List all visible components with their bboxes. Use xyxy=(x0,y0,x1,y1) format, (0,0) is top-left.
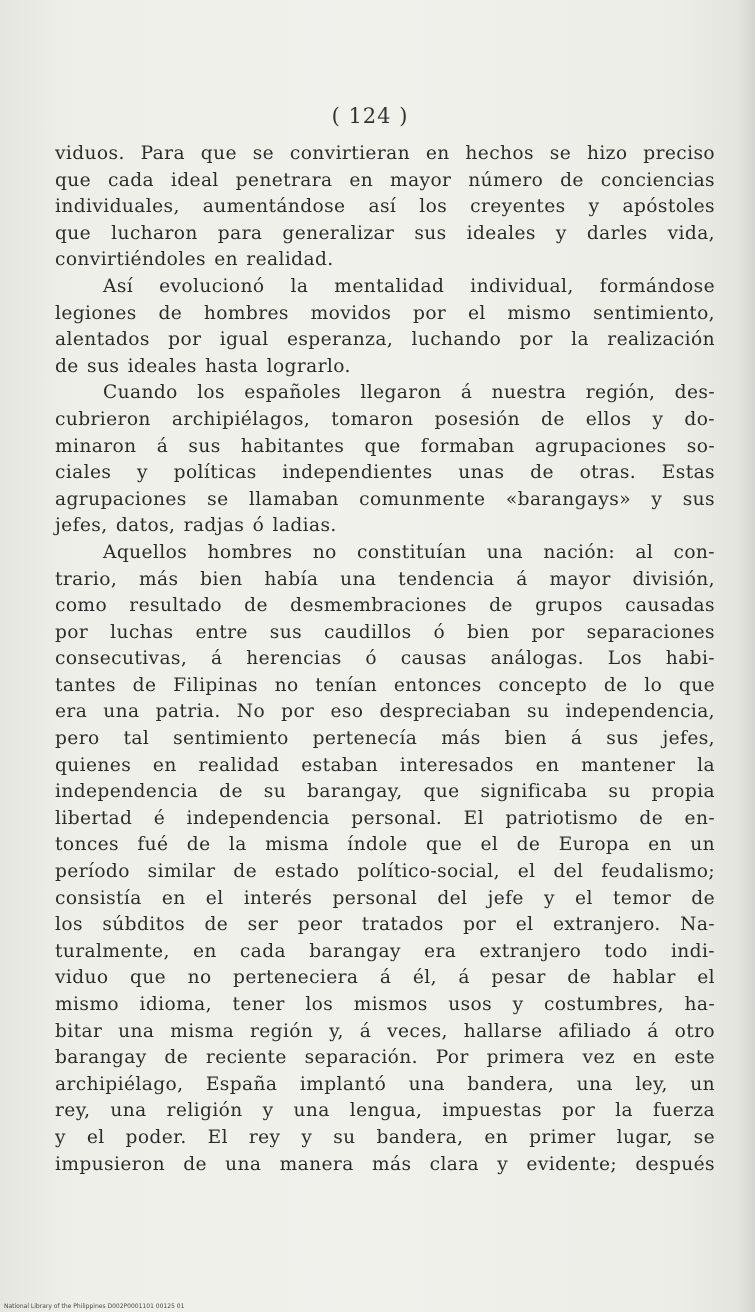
text-line: pero tal sentimiento pertenecía más bien á sus jefes, xyxy=(55,728,715,750)
text-line: tantes de Filipinas no tenían entonces concepto de lo que xyxy=(55,674,715,696)
text-line: tonces fué de la misma índole que el de Europa en un xyxy=(55,834,715,856)
text-line: quienes en realidad estaban interesados en mantener la xyxy=(55,754,715,776)
text-line: individuales, aumentándose así los creyentes y apóstoles xyxy=(55,196,715,218)
text-line: mismo idioma, tener los mismos usos y costumbres, ha- xyxy=(55,994,715,1015)
text-line: ciales y políticas independientes unas de otras. Estas xyxy=(55,462,715,484)
text-line: rey, una religión y una lengua, impuestas por la fuerza xyxy=(55,1100,715,1122)
page-number: ( 124 ) xyxy=(331,104,409,128)
text-line: los súbditos de ser peor tratados por el extranjero. Na- xyxy=(55,914,715,936)
text-line: y el poder. El rey y su bandera, en primer lugar, se xyxy=(55,1126,715,1148)
text-line: como resultado de desmembraciones de grupos causadas xyxy=(55,595,715,617)
text-line: viduos. Para que se convirtieran en hechos se hizo preciso xyxy=(55,143,715,164)
text-line: consecutivas, á herencias ó causas análogas. Los habi- xyxy=(55,648,715,670)
text-line: período similar de estado político-social, el del feudalismo; xyxy=(55,861,715,883)
text-line: barangay de reciente separación. Por primera vez en este xyxy=(55,1047,715,1069)
text-line: convirtiéndoles en realidad. xyxy=(55,249,334,271)
text-line: turalmente, en cada barangay era extranjero todo indi- xyxy=(55,940,715,962)
page-edge-shadow xyxy=(737,0,755,1312)
text-line: viduo que no perteneciera á él, á pesar de hablar el xyxy=(55,967,715,989)
text-line: impusieron de una manera más clara y evidente; después xyxy=(55,1153,715,1175)
paragraph-start-line: Cuando los españoles llegaron á nuestra región, des- xyxy=(103,382,715,404)
text-line: agrupaciones se llamaban comunmente «barangays» y sus xyxy=(55,488,715,510)
text-line: trario, más bien había una tendencia á mayor división, xyxy=(55,568,715,590)
text-line: cubrieron archipiélagos, tomaron posesión de ellos y do- xyxy=(55,408,715,430)
text-line: minaron á sus habitantes que formaban agrupaciones so- xyxy=(55,435,715,457)
body-text xyxy=(55,141,715,1178)
text-line: que lucharon para generalizar sus ideales y darles vida, xyxy=(55,222,715,244)
text-line: legiones de hombres movidos por el mismo sentimiento, xyxy=(55,302,715,324)
text-line: de sus ideales hasta lograrlo. xyxy=(55,355,351,377)
paragraph-start-line: Aquellos hombres no constituían una nación: al con- xyxy=(103,541,715,563)
text-line: independencia de su barangay, que significaba su propia xyxy=(55,781,715,803)
text-line: libertad é independencia personal. El patriotismo de en- xyxy=(55,807,715,829)
text-line: alentados por igual esperanza, luchando por la realización xyxy=(55,329,715,351)
scan-credit: National Library of the Philippines D002P0001101 00125 01 xyxy=(4,1303,185,1310)
text-line: bitar una misma región y, á veces, hallarse afiliado á otro xyxy=(55,1020,715,1042)
text-line: jefes, datos, radjas ó ladias. xyxy=(55,515,337,537)
text-line: era una patria. No por eso despreciaban su independencia, xyxy=(55,701,715,723)
text-line: por luchas entre sus caudillos ó bien por separaciones xyxy=(55,621,715,643)
text-line: que cada ideal penetrara en mayor número de conciencias xyxy=(55,169,715,191)
paragraph-start-line: Así evolucionó la mentalidad individual, formándose xyxy=(103,275,715,297)
text-line: archipiélago, España implantó una bandera, una ley, un xyxy=(55,1073,715,1095)
text-line: consistía en el interés personal del jefe y el temor de xyxy=(55,887,715,909)
